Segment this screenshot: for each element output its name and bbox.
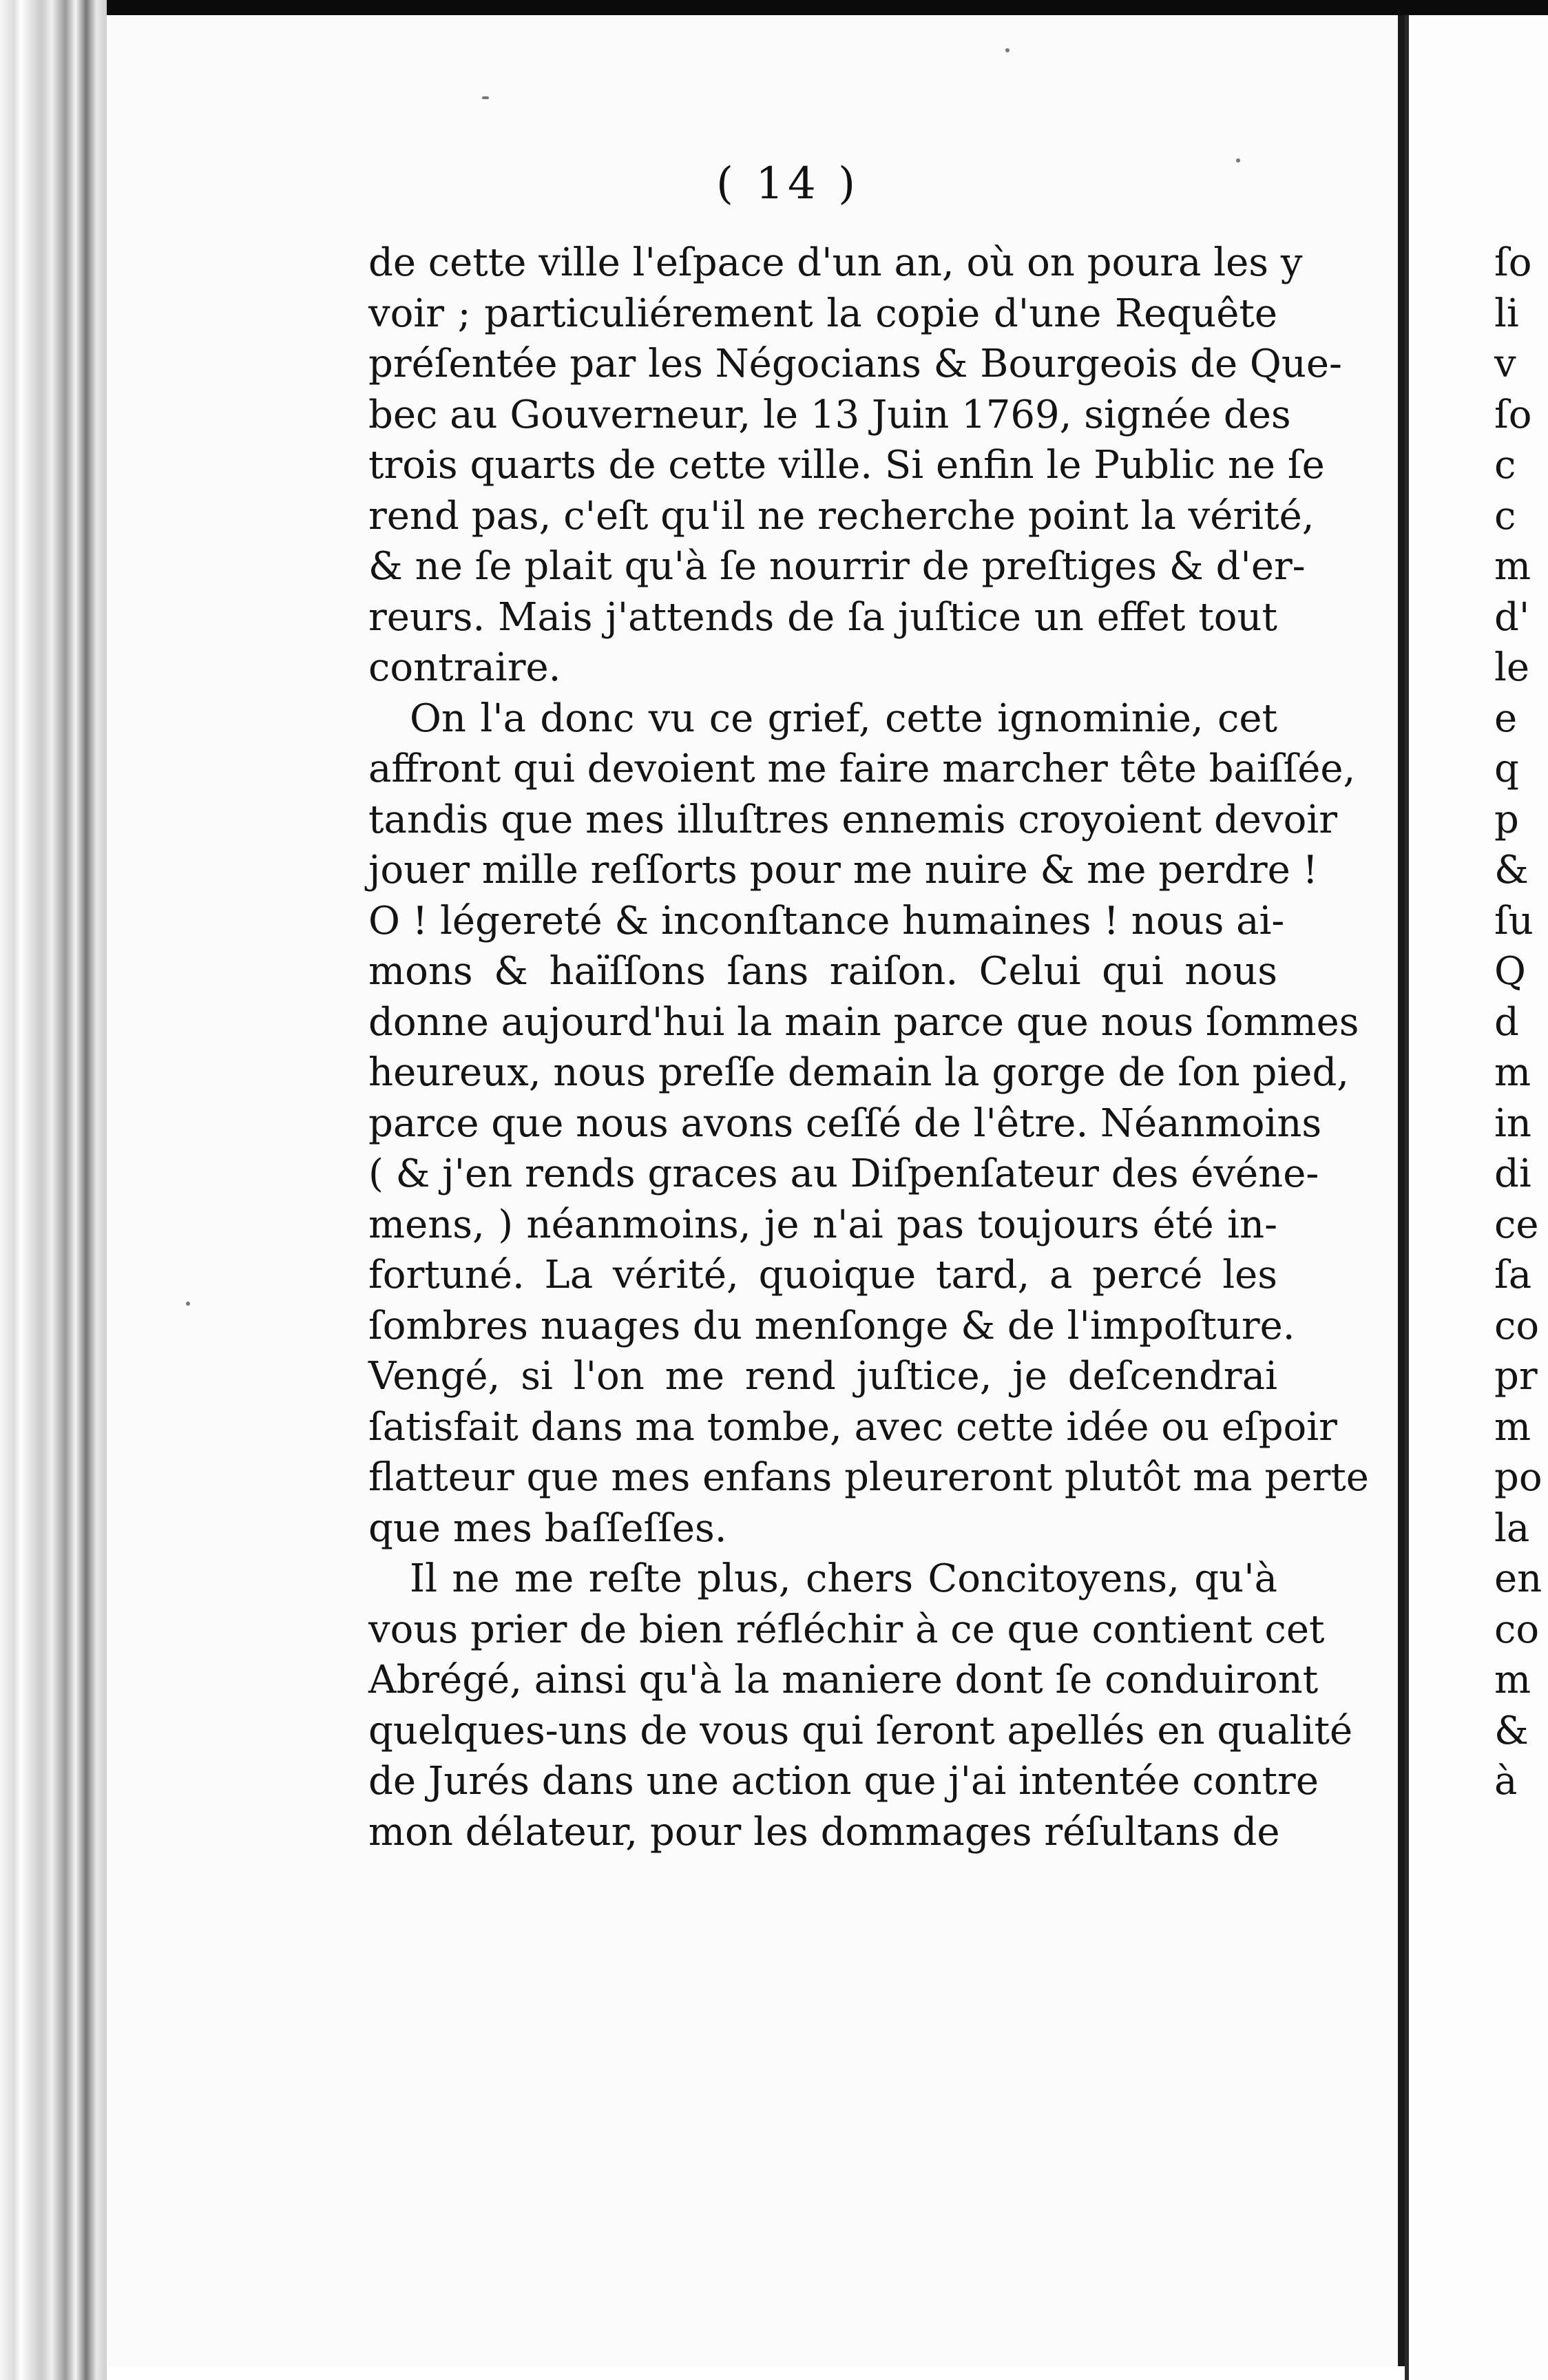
text-line: ſatisfait dans ma tombe, avec cette idée ou eſpoir — [368, 1404, 1337, 1450]
facing-page-fragment: di — [1494, 1151, 1531, 1196]
text-line: préſentée par les Négocians & Bourgeois de Que- — [368, 342, 1342, 386]
text-line: bec au Gouverneur, le 13 Juin 1769, signée des — [368, 392, 1291, 437]
text-line: reurs. Mais j'attends de ſa juſtice un effet tout — [368, 594, 1277, 640]
facing-page-fragment: c — [1494, 493, 1516, 539]
facing-page-fragment: en — [1494, 1556, 1542, 1601]
text-line: voir ; particuliérement la copie d'une Requête — [368, 291, 1277, 336]
facing-page-fragment: po — [1494, 1455, 1542, 1500]
scan-speck — [1236, 158, 1240, 163]
facing-page-fragment: v — [1494, 342, 1516, 386]
text-line: Abrégé, ainsi qu'à la maniere dont ſe conduiront — [368, 1658, 1319, 1702]
text-line: trois quarts de cette ville. Si enfin le Public ne ſe — [368, 443, 1325, 488]
text-line: Vengé, si l'on me rend juſtice, je deſcendrai — [368, 1354, 1277, 1399]
facing-page-fragment: & — [1494, 1708, 1529, 1753]
text-line: O ! légereté & inconſtance humaines ! nous ai- — [368, 898, 1285, 943]
scan-speck — [1005, 48, 1010, 52]
body-text — [368, 238, 1369, 1857]
text-line: mens, ) néanmoins, je n'ai pas toujours été in- — [368, 1202, 1277, 1247]
facing-page-fragment: m — [1494, 544, 1531, 589]
text-line: On l'a donc vu ce grief, cette ignominie, cet — [410, 696, 1277, 741]
book-spine — [0, 0, 107, 2380]
text-line: de cette ville l'eſpace d'un an, où on poura les y — [368, 240, 1303, 285]
text-line: ( & j'en rends graces au Diſpenſateur des événe- — [368, 1151, 1319, 1196]
text-line: flatteur que mes enfans pleureront plutôt ma perte — [368, 1455, 1369, 1500]
facing-page-fragment: à — [1494, 1759, 1518, 1804]
facing-page-fragment: d' — [1494, 594, 1530, 640]
text-line: parce que nous avons ceſſé de l'être. Néanmoins — [368, 1100, 1322, 1146]
facing-page-fragment: q — [1494, 747, 1519, 791]
facing-page-fragment: Q — [1494, 949, 1526, 994]
text-line: ſombres nuages du menſonge & de l'impoſture. — [368, 1303, 1295, 1348]
facing-page-fragment: m — [1494, 1658, 1531, 1702]
text-line: mon délateur, pour les dommages réſultans de — [368, 1809, 1280, 1855]
text-line: affront qui devoient me faire marcher tête baiſſée, — [368, 747, 1356, 791]
facing-page-fragment: co — [1494, 1607, 1540, 1652]
text-line: fortuné. La vérité, quoique tard, a percé les — [368, 1253, 1277, 1297]
text-line: de Jurés dans une action que j'ai intentée contre — [368, 1759, 1319, 1804]
facing-page-fragment: li — [1494, 291, 1519, 336]
facing-page-fragment: pr — [1494, 1354, 1538, 1399]
text-line: heureux, nous preſſe demain la gorge de ſon pied, — [368, 1050, 1350, 1095]
facing-page-fragment: ce — [1494, 1202, 1539, 1247]
text-line: Il ne me reſte plus, chers Concitoyens, qu'à — [410, 1556, 1277, 1601]
facing-page-fragment: & — [1494, 848, 1529, 892]
text-line: contraire. — [368, 645, 561, 690]
facing-page-fragment: le — [1494, 645, 1530, 690]
facing-page-fragment: m — [1494, 1404, 1531, 1450]
scan-top-border — [0, 0, 1548, 15]
text-line: mons & haïſſons ſans raiſon. Celui qui nous — [368, 949, 1277, 994]
facing-page-fragment: ſa — [1494, 1253, 1532, 1297]
facing-page-fragment: d — [1494, 999, 1519, 1045]
text-line: donne aujourd'hui la main parce que nous ſommes — [368, 999, 1359, 1045]
text-line: & ne ſe plait qu'à ſe nourrir de preſtiges & d'er- — [368, 544, 1306, 589]
text-line: que mes baſſeſſes. — [368, 1505, 727, 1551]
facing-page-fragment: m — [1494, 1050, 1531, 1095]
scan-speck — [482, 96, 489, 99]
text-line: rend pas, c'eſt qu'il ne recherche point la vérité, — [368, 493, 1315, 539]
facing-page-fragment: ſo — [1494, 240, 1532, 285]
facing-page-fragment: la — [1494, 1505, 1530, 1551]
text-line: tandis que mes illuſtres ennemis croyoient devoir — [368, 797, 1337, 842]
text-line: quelques-uns de vous qui ſeront apellés en qualité — [368, 1708, 1353, 1753]
text-line: jouer mille reſſorts pour me nuire & me perdre ! — [368, 848, 1319, 892]
page-number: ( 14 ) — [716, 158, 860, 209]
facing-page-fragment: in — [1494, 1100, 1531, 1146]
facing-page-text — [1494, 238, 1542, 1807]
scan-speck — [186, 1302, 190, 1306]
facing-page-fragment: p — [1494, 797, 1519, 842]
facing-page-fragment: c — [1494, 443, 1516, 488]
facing-page-fragment: ſo — [1494, 392, 1532, 437]
facing-page-fragment: co — [1494, 1303, 1540, 1348]
facing-page-fragment: e — [1494, 696, 1518, 741]
text-line: vous prier de bien réfléchir à ce que contient cet — [368, 1607, 1325, 1652]
facing-page-fragment: ſu — [1494, 898, 1534, 943]
